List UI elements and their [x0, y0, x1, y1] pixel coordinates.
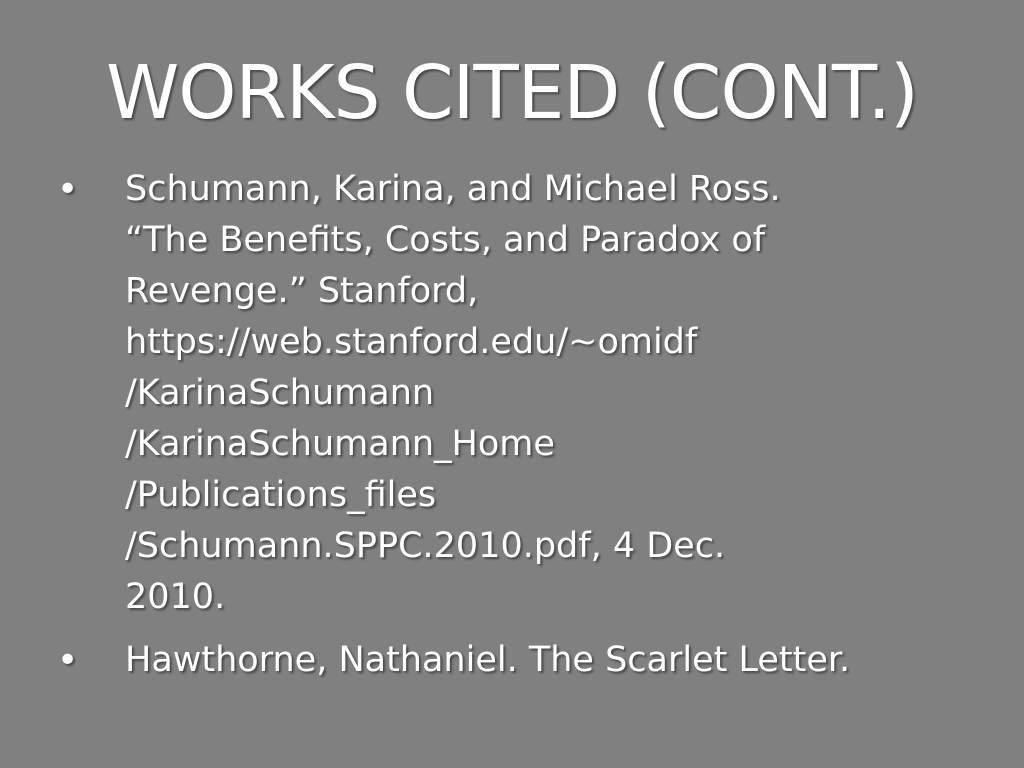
citation-url-line: /KarinaSchumann — [125, 373, 435, 413]
citation-url-line: /Publications_files — [125, 475, 437, 515]
bullet-icon: • — [57, 640, 79, 681]
citation-line: Schumann, Karina, and Michael Ross. — [125, 169, 781, 209]
citation-item-hawthorne — [0, 635, 1024, 686]
citation-line: 2010. — [125, 577, 226, 617]
bullet-icon: • — [57, 169, 79, 210]
slide-title: WORKS CITED (CONT.) — [106, 50, 918, 136]
citation-url-line: https://web.stanford.edu/~omidf — [125, 322, 698, 362]
citation-item-schumann — [0, 164, 1024, 623]
citation-url-line: /KarinaSchumann_Home — [125, 424, 555, 464]
citation-list — [0, 164, 1024, 686]
citation-line: Revenge.” Stanford, — [125, 271, 479, 311]
citation-line: Hawthorne, Nathaniel. The Scarlet Letter. — [125, 640, 851, 680]
citation-line: “The Benefits, Costs, and Paradox of — [125, 220, 766, 260]
citation-url-line: /Schumann.SPPC.2010.pdf, 4 Dec. — [125, 526, 726, 566]
